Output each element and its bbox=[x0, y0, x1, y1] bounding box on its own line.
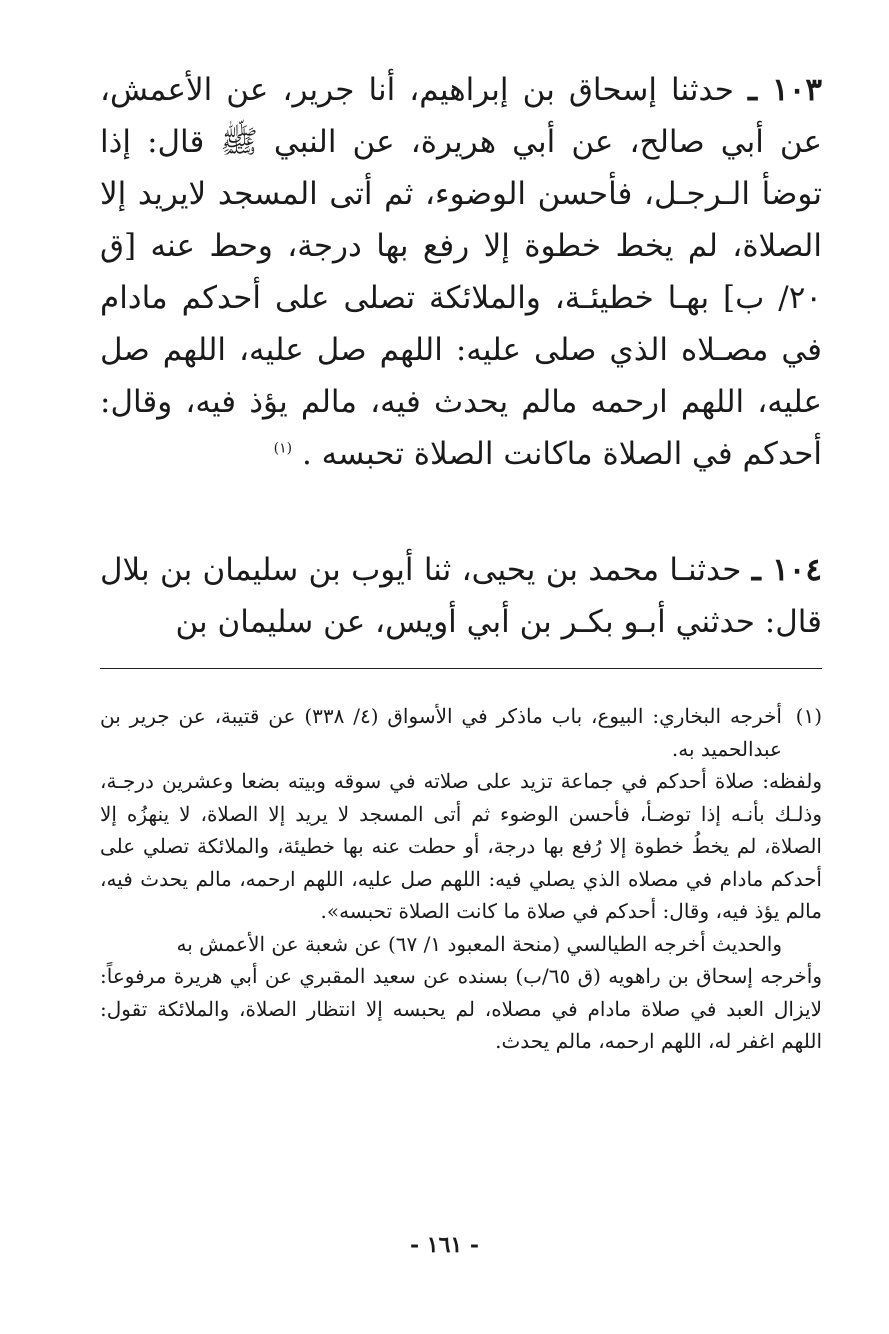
footnote-text: أخرجه البخاري: البيوع، باب ماذكر في الأسواق (٤/ ٣٣٨) عن قتيبة، عن جرير بن عبدالحميد به. bbox=[100, 704, 782, 761]
hadith-number: ١٠٣ ـ bbox=[747, 72, 822, 108]
footnote-wording: ولفظه: صلاة أحدكم في جماعة تزيد على صلاته في سوقه وبيته بضعا وعشرين درجـة، وذلـك بأنـه إذا توضـأ، فأحسن الوضوء ثم أتى المسجد لا يريد إلا الصلاة، لا ينهزُه إلا الصلاة، لم يخطُ خطوة إلا رُفع بها درجة، أو حطت عنه بها خطيئة، والملائكة تصلي على أحدكم مادام في مصلاه الذي يصلي فيه: اللهم صل عليه، اللهم ارحمه، مالم يحدث فيه، مالم يؤذ فيه، وقال: أحدكم في صلاة ما كانت الصلاة تحبسه». bbox=[100, 769, 822, 923]
page-number: - ١٦١ - bbox=[409, 1232, 480, 1258]
footnote-rahawayh: وأخرجه إسحاق بن راهويه (ق ٦٥/ب) بسنده عن سعيد المقبري عن أبي هريرة مرفوعاً: لايزال العبد في صلاة مادام في مصلاه، لم يحبسه إلا انتظار الصلاة، والملائكة تقول: اللهم اغفر له، اللهم ارحمه، مالم يحدث. bbox=[100, 964, 822, 1053]
hadith-text: حدثنـا محمد بن يحيى، ثنا أيوب بن سليمان بن بلال قال: حدثني أبـو بكـر بن أبي أويس، عن سليمان بن bbox=[100, 552, 822, 640]
hadith-text: حدثنا إسحاق بن إبراهيم، أنا جرير، عن الأعمش، عن أبي صالح، عن أبي هريرة، عن النبي ﷺ قال: إذا توضأ الـرجـل، فأحسن الوضوء، ثم أتى المسجد لايريد إلا الصلاة، لم يخط خطوة إلا رفع بها درجة، وحط عنه [ق ٢٠/ ب] بهـا خطيئـة، والملائكة تصلى على أحدكم مادام في مصـلاه الذي صلى عليه: اللهم صل عليه، اللهم صل عليه، اللهم ارحمه مالم يحدث فيه، مالم يؤذ فيه، وقال: أحدكم في الصلاة ماكانت الصلاة تحبسه . bbox=[100, 72, 822, 472]
footnotes bbox=[100, 700, 822, 1058]
footnote-tayalisi: والحديث أخرجه الطيالسي (منحة المعبود ١/ ٦٧) عن شعبة عن الأعمش به bbox=[176, 931, 782, 956]
footnote-1 bbox=[100, 700, 822, 765]
footnote-marker: (١) bbox=[795, 704, 822, 728]
hadith-103 bbox=[100, 64, 822, 480]
hadith-104 bbox=[100, 544, 822, 648]
hadith-number: ١٠٤ ـ bbox=[751, 552, 823, 588]
footnote-reference[interactable]: (١) bbox=[273, 440, 293, 457]
footnote-divider bbox=[100, 668, 822, 669]
